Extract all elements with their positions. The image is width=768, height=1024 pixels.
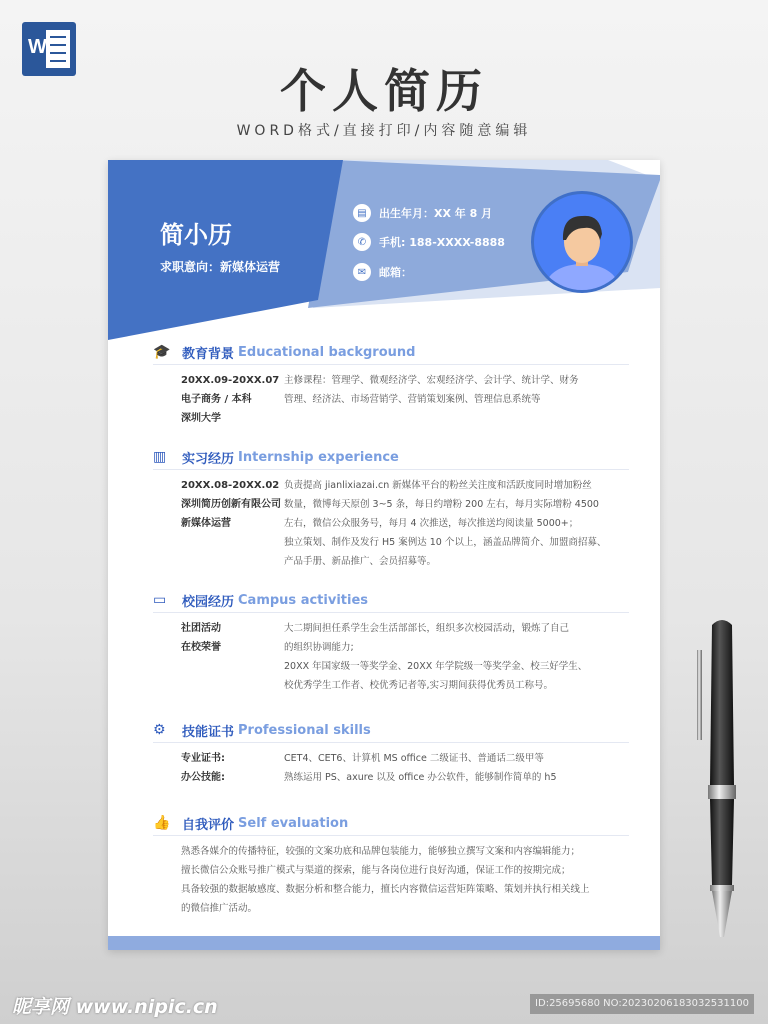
watermark-footer [0,985,768,1024]
thumbs-up-icon: 👍 [153,815,171,831]
phone-icon: ✆ [353,233,371,251]
internship-section: ▥ 实习经历 Internship experience 20XX.08-20XX.02 深圳简历创新有限公司 新媒体运营 负责提高 jianlixiazai.cn 新媒体平台的粉丝关注度和活跃度同时增加粉丝 数量，微博每天原创 3~5 条，每日约增粉 200 左右，每月实际增粉 4500 左右，微信公众服务号，每月 4 次推送，每次推送均阅读量 5000+； 独立策划、制作及发行 H5 案例达 10 个以上，涵盖品牌简介、加盟商招募、 产品手册、新品推广、会员招募等。 [153,448,629,571]
bottom-bar [108,936,660,950]
resume-card [108,160,660,950]
job-intention: 求职意向：新媒体运营 [160,260,281,274]
cake-icon: ▤ [353,204,371,222]
page-subtitle: WORD格式/直接打印/内容随意编辑 [236,123,532,139]
campus-section: ▭ 校园经历 Campus activities 社团活动 在校荣誉 大二期间担任系学生会生活部部长，组织多次校园活动，锻炼了自己 的组织协调能力; 20XX 年国家级一等奖学金、20XX 年学院级一等奖学金、校三好学生、 校优秀学生工作者、校优秀记者等,实习期间获得优秀员工称号。 [153,591,629,695]
nipic-logo: 昵享网 www.nipic.cn [12,996,218,1018]
gear-icon: ⚙ [153,722,166,738]
mail-icon: ✉ [353,263,371,281]
avatar [531,191,633,293]
page-title: 个人简历 [280,64,488,118]
word-icon: W [22,22,76,76]
skills-section: ⚙ 技能证书 Professional skills 专业证书: 办公技能: CET4、CET6、计算机 MS office 二级证书、普通话二级甲等 熟练运用 PS、axure 以及 office 办公软件，能够制作简单的 h5 [153,721,629,787]
phone-info: ✆ 手机: 188-XXXX-8888 [353,233,505,251]
candidate-name: 简小历 [160,221,232,249]
briefcase-icon: ▥ [153,449,167,465]
image-id: ID:25695680 NO:20230206183032531100 [530,994,754,1014]
email-info: ✉ 邮箱： [353,263,412,281]
pen-image [690,615,750,945]
self-evaluation-section: 👍 自我评价 Self evaluation 熟悉各媒介的传播特征，较强的文案功底和品牌包装能力，能够独立撰写文案和内容编辑能力； 擅长微信公众账号推广模式与渠道的探索，能与各岗位进行良好沟通，保证工作的按期完成； 具备较强的数据敏感度、数据分析和整合能力，擅长内容微信运营矩阵策略、策划并执行相关线上 的微信推广活动。 [153,814,629,918]
calendar-icon: ▭ [153,592,167,608]
birth-info: ▤ 出生年月：XX 年 8 月 [353,204,492,222]
education-section: 🎓 教育背景 Educational background 20XX.09-20XX.07 电子商务 / 本科 深圳大学 主修课程：管理学、微观经济学、宏观经济学、会计学、统计学、财务 管理、经济法、市场营销学、营销策划案例、管理信息系统等 [153,343,629,428]
graduation-cap-icon: 🎓 [153,344,171,360]
